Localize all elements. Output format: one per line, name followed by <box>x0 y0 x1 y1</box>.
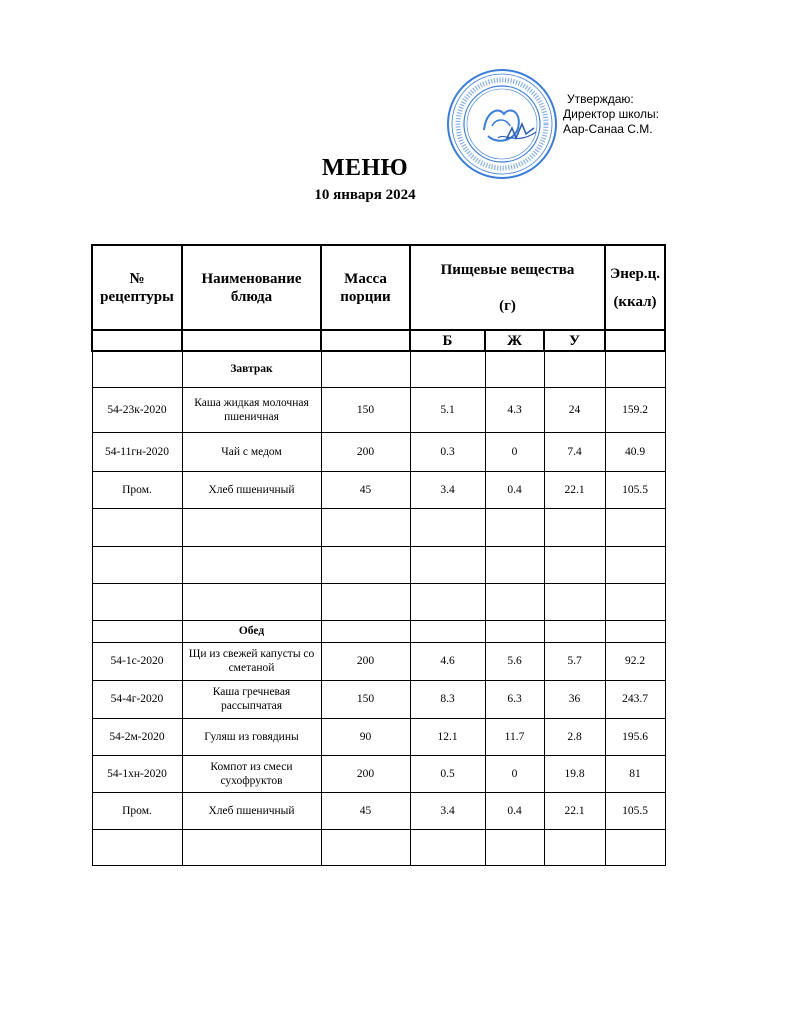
section-label-breakfast: Завтрак <box>182 351 321 387</box>
section-row-lunch <box>92 620 665 642</box>
carbs-cell: 2.8 <box>544 718 605 755</box>
table-row <box>92 680 665 718</box>
fat-cell: 4.3 <box>485 387 544 432</box>
empty-row <box>92 546 665 583</box>
protein-cell: 5.1 <box>410 387 485 432</box>
approval-name: Аар-Санаа С.М. <box>563 122 653 136</box>
empty-row <box>92 829 665 865</box>
energy-cell: 195.6 <box>605 718 665 755</box>
table-row <box>92 642 665 680</box>
recipe-cell: 54-23к-2020 <box>92 387 182 432</box>
header-nutrients <box>410 245 605 330</box>
dish-cell: Каша гречневая рассыпчатая <box>182 680 321 718</box>
table-row <box>92 432 665 471</box>
section-label-lunch: Обед <box>182 620 321 642</box>
fat-cell: 6.3 <box>485 680 544 718</box>
subheader-zh: Ж <box>485 330 544 351</box>
table-row <box>92 387 665 432</box>
carbs-cell: 22.1 <box>544 471 605 508</box>
header-energy-unit: (ккал) <box>613 293 657 310</box>
protein-cell: 8.3 <box>410 680 485 718</box>
mass-cell: 200 <box>321 432 410 471</box>
approval-position: Директор школы: <box>563 107 659 121</box>
dish-cell: Каша жидкая молочная пшеничная <box>182 387 321 432</box>
carbs-cell: 5.7 <box>544 642 605 680</box>
approval-title: Утверждаю: <box>567 92 634 106</box>
mass-cell: 45 <box>321 792 410 829</box>
recipe-cell: 54-11гн-2020 <box>92 432 182 471</box>
header-nutrients-label: Пищевые вещества <box>440 261 575 278</box>
carbs-cell: 36 <box>544 680 605 718</box>
subheader-empty <box>321 330 410 351</box>
dish-cell: Компот из смеси сухофруктов <box>182 755 321 792</box>
carbs-cell: 7.4 <box>544 432 605 471</box>
dish-cell: Хлеб пшеничный <box>182 471 321 508</box>
fat-cell: 0.4 <box>485 792 544 829</box>
protein-cell: 0.3 <box>410 432 485 471</box>
energy-cell: 105.5 <box>605 792 665 829</box>
energy-cell: 159.2 <box>605 387 665 432</box>
protein-cell: 0.5 <box>410 755 485 792</box>
subheader-empty <box>182 330 321 351</box>
table-row <box>92 471 665 508</box>
dish-cell: Чай с медом <box>182 432 321 471</box>
recipe-cell: Пром. <box>92 792 182 829</box>
recipe-cell: Пром. <box>92 471 182 508</box>
protein-cell: 3.4 <box>410 471 485 508</box>
header-dish: Наименование блюда <box>182 245 321 330</box>
mass-cell: 200 <box>321 755 410 792</box>
header-recipe: № рецептуры <box>92 245 182 330</box>
header-nutrients-unit: (г) <box>499 297 516 314</box>
recipe-cell: 54-1с-2020 <box>92 642 182 680</box>
subheader-empty <box>605 330 665 351</box>
protein-cell: 3.4 <box>410 792 485 829</box>
header-energy-label: Энер.ц. <box>610 265 660 282</box>
energy-cell: 81 <box>605 755 665 792</box>
carbs-cell: 24 <box>544 387 605 432</box>
subheader-b: Б <box>410 330 485 351</box>
approval-block <box>563 92 693 137</box>
header-mass: Масса порции <box>321 245 410 330</box>
energy-cell: 92.2 <box>605 642 665 680</box>
fat-cell: 0 <box>485 755 544 792</box>
table-row <box>92 755 665 792</box>
subheader-u: У <box>544 330 605 351</box>
table-row <box>92 792 665 829</box>
fat-cell: 5.6 <box>485 642 544 680</box>
subheader-empty <box>92 330 182 351</box>
protein-cell: 12.1 <box>410 718 485 755</box>
mass-cell: 200 <box>321 642 410 680</box>
energy-cell: 105.5 <box>605 471 665 508</box>
protein-cell: 4.6 <box>410 642 485 680</box>
empty-row <box>92 508 665 546</box>
mass-cell: 45 <box>321 471 410 508</box>
mass-cell: 150 <box>321 680 410 718</box>
page-title: МЕНЮ <box>321 155 409 181</box>
mass-cell: 90 <box>321 718 410 755</box>
dish-cell: Хлеб пшеничный <box>182 792 321 829</box>
energy-cell: 243.7 <box>605 680 665 718</box>
recipe-cell: 54-4г-2020 <box>92 680 182 718</box>
carbs-cell: 22.1 <box>544 792 605 829</box>
fat-cell: 11.7 <box>485 718 544 755</box>
dish-cell: Гуляш из говядины <box>182 718 321 755</box>
header-energy <box>605 245 665 330</box>
recipe-cell: 54-1хн-2020 <box>92 755 182 792</box>
menu-table <box>91 244 666 866</box>
fat-cell: 0 <box>485 432 544 471</box>
energy-cell: 40.9 <box>605 432 665 471</box>
mass-cell: 150 <box>321 387 410 432</box>
dish-cell: Щи из свежей капусты со сметаной <box>182 642 321 680</box>
recipe-cell: 54-2м-2020 <box>92 718 182 755</box>
carbs-cell: 19.8 <box>544 755 605 792</box>
menu-date: 10 января 2024 <box>314 187 416 203</box>
fat-cell: 0.4 <box>485 471 544 508</box>
table-row <box>92 718 665 755</box>
section-row-breakfast <box>92 351 665 387</box>
empty-row <box>92 583 665 620</box>
